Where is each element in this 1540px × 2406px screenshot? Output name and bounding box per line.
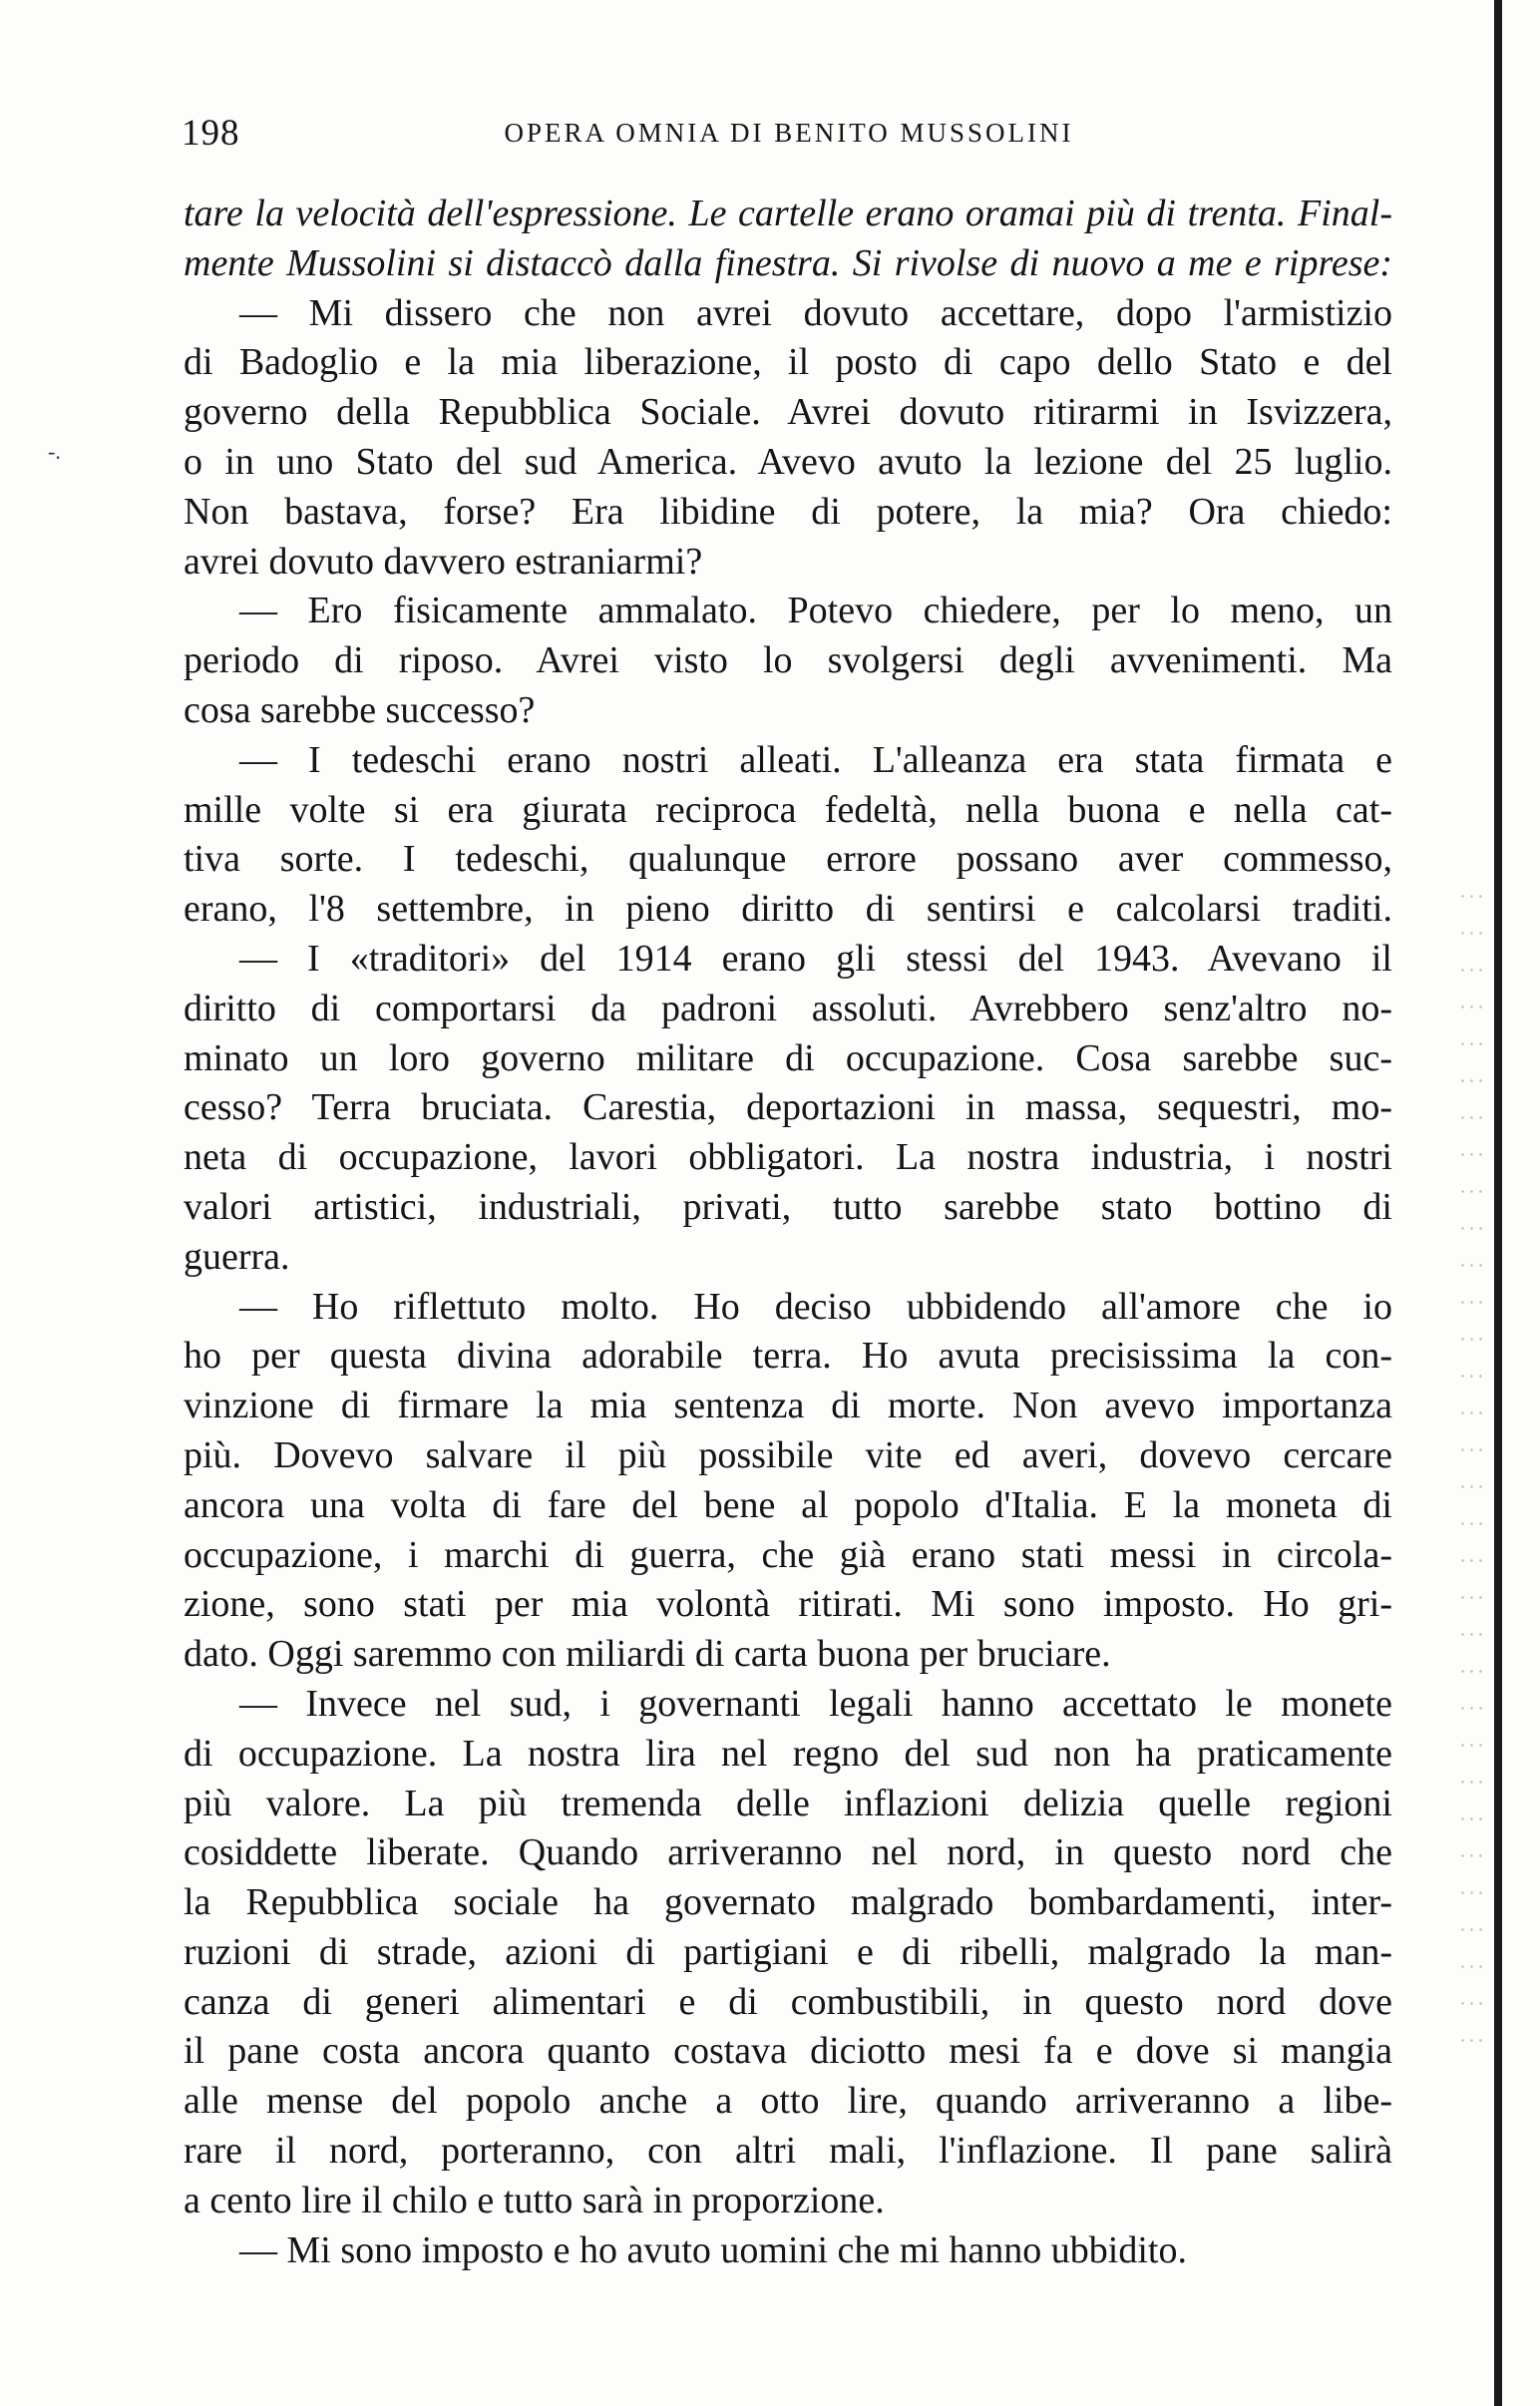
text-line: più. Dovevo salvare il più possibile vite ed averi, dovevo cercare: [184, 1433, 1392, 1476]
text-line: avrei dovuto davvero estraniarmi?: [184, 540, 703, 583]
text-line: mente Mussolini si distaccò dalla finestra. Si rivolse di nuovo a me e riprese:: [184, 241, 1392, 284]
text-line: cosiddette liberate. Quando arriveranno nel nord, in questo nord che: [184, 1831, 1392, 1874]
text-line: la Repubblica sociale ha governato malgrado bombardamenti, inter-: [184, 1881, 1392, 1924]
text-line: ancora una volta di fare del bene al popolo d'Italia. E la moneta di: [184, 1483, 1392, 1526]
running-title: OPERA OMNIA DI BENITO MUSSOLINI: [504, 118, 1074, 148]
text-line: a cento lire il chilo e tutto sarà in proporzione.: [184, 2179, 885, 2221]
text-line: cesso? Terra bruciata. Carestia, deportazioni in massa, sequestri, mo-: [184, 1086, 1392, 1129]
text-line: vinzione di firmare la mia sentenza di morte. Non avevo importanza: [184, 1385, 1392, 1427]
text-line: valori artistici, industriali, privati, tutto sarebbe stato bottino di: [184, 1185, 1392, 1228]
text-line: erano, l'8 settembre, in pieno diritto di sentirsi e calcolarsi traditi.: [184, 888, 1392, 931]
text-line: — Invece nel sud, i governanti legali hanno accettato le monete: [239, 1682, 1392, 1725]
text-line: tare la velocità dell'espressione. Le cartelle erano oramai più di trenta. Final-: [184, 193, 1392, 234]
text-line: ho per questa divina adorabile terra. Ho avuta precisissima la con-: [184, 1335, 1392, 1378]
text-line: o in uno Stato del sud America. Avevo avuto la lezione del 25 luglio.: [184, 440, 1392, 483]
text-line: rare il nord, porteranno, con altri mali, l'inflazione. Il pane salirà: [184, 2130, 1392, 2173]
text-line: dato. Oggi saremmo con miliardi di carta buona per bruciare.: [184, 1633, 1111, 1676]
text-line: — I tedeschi erano nostri alleati. L'alleanza era stata firmata e: [239, 738, 1392, 781]
text-line: ruzioni di strade, azioni di partigiani e di ribelli, malgrado la man-: [184, 1930, 1392, 1973]
text-line: occupazione, i marchi di guerra, che già erano stati messi in circola-: [184, 1533, 1392, 1576]
page-edge-shadow: [1494, 0, 1502, 2406]
text-line: tiva sorte. I tedeschi, qualunque errore possano aver commesso,: [184, 838, 1392, 881]
text-line: minato un loro governo militare di occupazione. Cosa sarebbe suc-: [184, 1036, 1392, 1079]
text-line: — Ero fisicamente ammalato. Potevo chiedere, per lo meno, un: [239, 590, 1392, 632]
text-line: Non bastava, forse? Era libidine di potere, la mia? Ora chiedo:: [184, 490, 1392, 533]
text-line: il pane costa ancora quanto costava diciotto mesi fa e dove si mangia: [184, 2030, 1392, 2073]
text-line: — Mi sono imposto e ho avuto uomini che mi hanno ubbidito.: [239, 2228, 1187, 2271]
text-line: neta di occupazione, lavori obbligatori. La nostra industria, i nostri: [184, 1136, 1392, 1179]
text-line: zione, sono stati per mia volontà ritirati. Mi sono imposto. Ho gri-: [184, 1583, 1392, 1626]
body-text: [184, 190, 1392, 2275]
text-line: guerra.: [184, 1235, 290, 1278]
text-line: periodo di riposo. Avrei visto lo svolgersi degli avvenimenti. Ma: [184, 639, 1392, 682]
text-line: di occupazione. La nostra lira nel regno del sud non ha praticamente: [184, 1732, 1392, 1775]
text-line: canza di generi alimentari e di combustibili, in questo nord dove: [184, 1980, 1392, 2023]
text-line: — Ho riflettuto molto. Ho deciso ubbidendo all'amore che io: [239, 1285, 1392, 1328]
margin-mark: -.: [48, 439, 61, 464]
text-line: alle mense del popolo anche a otto lire, quando arriveranno a libe-: [184, 2080, 1392, 2123]
running-head: [182, 112, 1396, 162]
text-line: di Badoglio e la mia liberazione, il posto di capo dello Stato e del: [184, 341, 1392, 384]
page-number: 198: [182, 113, 240, 154]
page-edge-specks: [1458, 878, 1488, 2075]
text-line: — I «traditori» del 1914 erano gli stessi del 1943. Avevano il: [239, 937, 1392, 980]
text-line: mille volte si era giurata reciproca fedeltà, nella buona e nella cat-: [184, 788, 1392, 831]
text-line: governo della Repubblica Sociale. Avrei dovuto ritirarmi in Isvizzera,: [184, 391, 1392, 434]
text-line: cosa sarebbe successo?: [184, 688, 536, 731]
text-line: più valore. La più tremenda delle inflazioni delizia quelle regioni: [184, 1782, 1392, 1824]
text-line: diritto di comportarsi da padroni assoluti. Avrebbero senz'altro no-: [184, 987, 1392, 1029]
text-line: — Mi dissero che non avrei dovuto accettare, dopo l'armistizio: [239, 291, 1392, 334]
